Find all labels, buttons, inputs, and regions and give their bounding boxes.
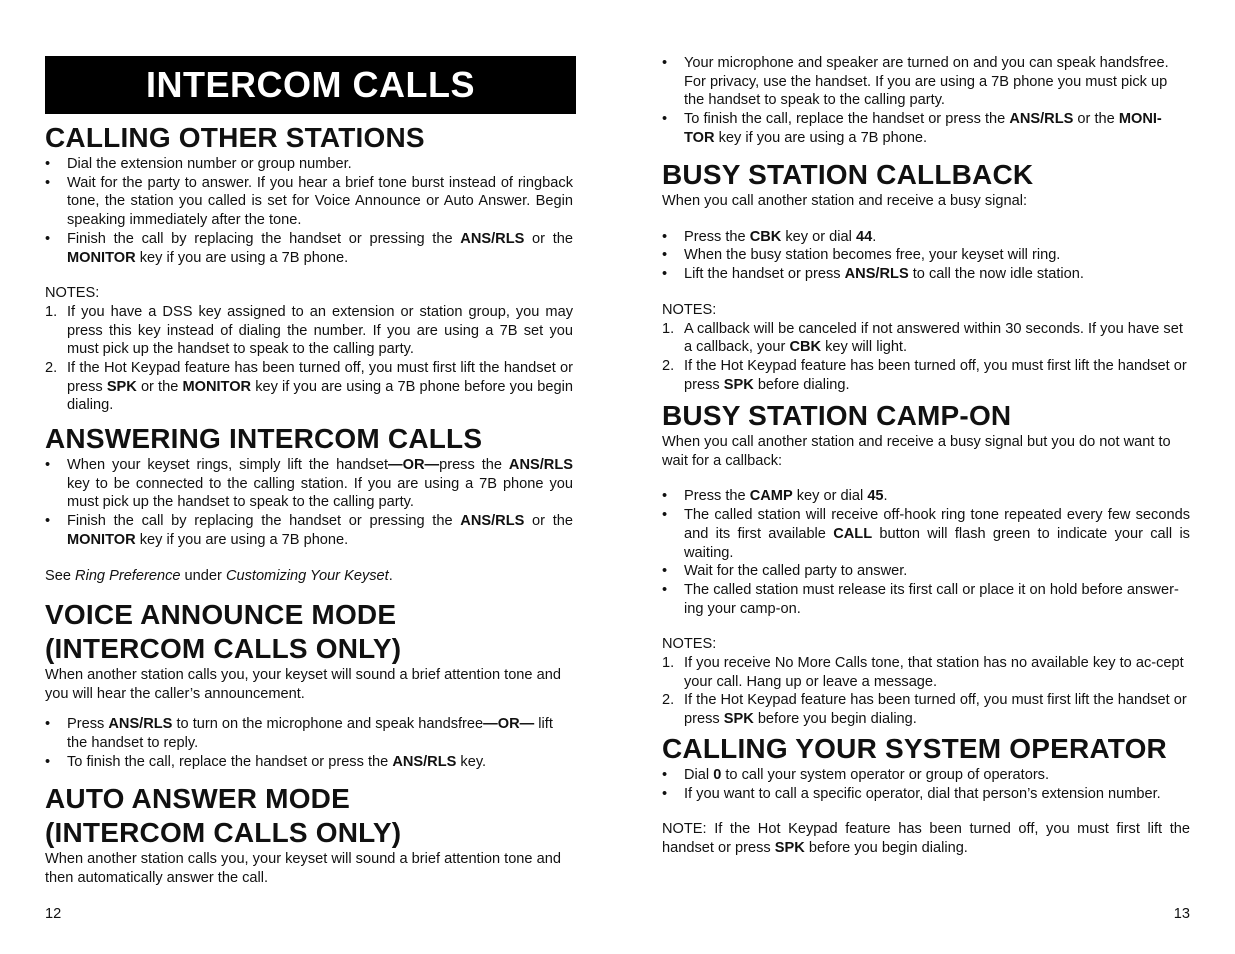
bullet-list <box>45 155 573 267</box>
list-item: • Dial the extension number or group number. <box>45 155 573 174</box>
continued-section <box>662 54 1190 148</box>
list-item: • The called station will receive off-hook ring tone repeated every few seconds and its first available CALL button will flash green to indicate your call is waiting. <box>662 506 1190 562</box>
list-item: 2. If the Hot Keypad feature has been turned off, you must first lift the handset or press SPK or the MONITOR key if you are using a 7B phone before you begin dialing. <box>45 360 573 414</box>
list-item: • To finish the call, replace the handset or press the ANS/RLS or the MONI-TOR key if you are using a 7B phone. <box>662 110 1190 147</box>
notes-list <box>662 320 1190 395</box>
cross-reference: See Ring Preference under Customizing Your Keyset. <box>45 567 393 584</box>
voice-announce-section <box>45 598 573 772</box>
notes-label: NOTES: <box>45 285 100 302</box>
list-item: • Press the CAMP key or dial 45. <box>662 487 1190 506</box>
bullet-list <box>662 487 1190 618</box>
list-item: • The called station must release its first call or place it on hold before answer-ing your camp-on. <box>662 581 1190 618</box>
list-item: • If you want to call a specific operator, dial that person’s extension number. <box>662 785 1190 804</box>
bullet-list <box>662 228 1190 284</box>
auto-answer-section <box>45 782 573 887</box>
section-intro: When another station calls you, your keyset will sound a brief attention tone and then automatically answer the call. <box>45 851 561 886</box>
section-title: VOICE ANNOUNCE MODE (INTERCOM CALLS ONLY) <box>45 599 402 664</box>
list-item: • Wait for the called party to answer. <box>662 562 1190 581</box>
list-item: • Press the CBK key or dial 44. <box>662 228 1190 247</box>
notes-label: NOTES: <box>662 636 717 653</box>
operator-note: NOTE: If the Hot Keypad feature has been turned off, you must first lift the handset or press SPK before you begin dialing. <box>662 821 1190 857</box>
list-item: • When the busy station becomes free, your keyset will ring. <box>662 246 1190 265</box>
section-title: BUSY STATION CALLBACK <box>662 159 1034 190</box>
page-banner: INTERCOM CALLS <box>45 56 576 114</box>
list-item: • When your keyset rings, simply lift the handset—OR—press the ANS/RLS key to be connected to the calling station. If you are using a 7B phone you must pick up the handset to speak to the calling party. <box>45 456 573 512</box>
list-item: • To finish the call, replace the handset or press the ANS/RLS key. <box>45 753 573 772</box>
list-item: • Press ANS/RLS to turn on the microphone and speak handsfree—OR— lift the handset to reply. <box>45 715 573 752</box>
list-item: • Finish the call by replacing the handset or pressing the ANS/RLS or the MONITOR key if you are using a 7B phone. <box>45 512 573 549</box>
notes-list <box>662 654 1190 729</box>
section-intro: When you call another station and receive a busy signal but you do not want to wait for a callback: <box>662 434 1171 469</box>
bullet-list <box>662 54 1190 148</box>
section-title: CALLING OTHER STATIONS <box>45 122 425 153</box>
list-item: 1. If you receive No More Calls tone, that station has no available key to ac-cept your call. Hang up or leave a message. <box>662 655 1184 690</box>
list-item: 2. If the Hot Keypad feature has been turned off, you must first lift the handset or press SPK before you begin dialing. <box>662 692 1187 728</box>
calling-other-stations-section <box>45 121 573 415</box>
notes-label: NOTES: <box>662 301 717 318</box>
busy-station-camp-on-section <box>662 399 1190 729</box>
list-item: 1. A callback will be canceled if not answered within 30 seconds. If you have set a callback, your CBK key will light. <box>662 320 1183 356</box>
list-item: 2. If the Hot Keypad feature has been turned off, you must first lift the handset or press SPK before dialing. <box>662 357 1187 393</box>
bullet-list <box>662 766 1190 803</box>
list-item: • Your microphone and speaker are turned on and you can speak handsfree. For privacy, use the handset. If you are using a 7B phone you must pick up the handset to speak to the calling party. <box>662 54 1190 110</box>
list-item: • Finish the call by replacing the handset or pressing the ANS/RLS or the MONITOR key if you are using a 7B phone. <box>45 230 573 267</box>
bullet-list <box>45 456 573 550</box>
page-number: 13 <box>1173 906 1190 922</box>
list-item: • Dial 0 to call your system operator or group of operators. <box>662 766 1190 785</box>
calling-operator-section <box>662 732 1190 858</box>
section-title: ANSWERING INTERCOM CALLS <box>45 423 483 454</box>
answering-intercom-section <box>45 422 573 585</box>
notes-list <box>45 303 573 415</box>
list-item: • Lift the handset or press ANS/RLS to call the now idle station. <box>662 265 1190 284</box>
section-title: CALLING YOUR SYSTEM OPERATOR <box>662 733 1167 764</box>
list-item: • Wait for the party to answer. If you hear a brief tone burst instead of ringback tone, the station you called is set for Voice Announce or Auto Answer. Begin speaking immediately after the tone. <box>45 174 573 230</box>
bullet-list <box>45 715 573 771</box>
section-title: BUSY STATION CAMP-ON <box>662 400 1012 431</box>
list-item: 1. If you have a DSS key assigned to an extension or station group, you may press this key instead of dialing the number. If you are using a 7B set you must pick up the handset to speak to the calling party. <box>45 303 573 358</box>
section-intro: When another station calls you, your keyset will sound a brief attention tone and you will hear the caller’s announcement. <box>45 667 561 702</box>
section-intro: When you call another station and receive a busy signal: <box>662 193 1028 209</box>
page-number: 12 <box>45 906 62 922</box>
section-title: AUTO ANSWER MODE (INTERCOM CALLS ONLY) <box>45 783 402 848</box>
busy-station-callback-section <box>662 158 1190 394</box>
